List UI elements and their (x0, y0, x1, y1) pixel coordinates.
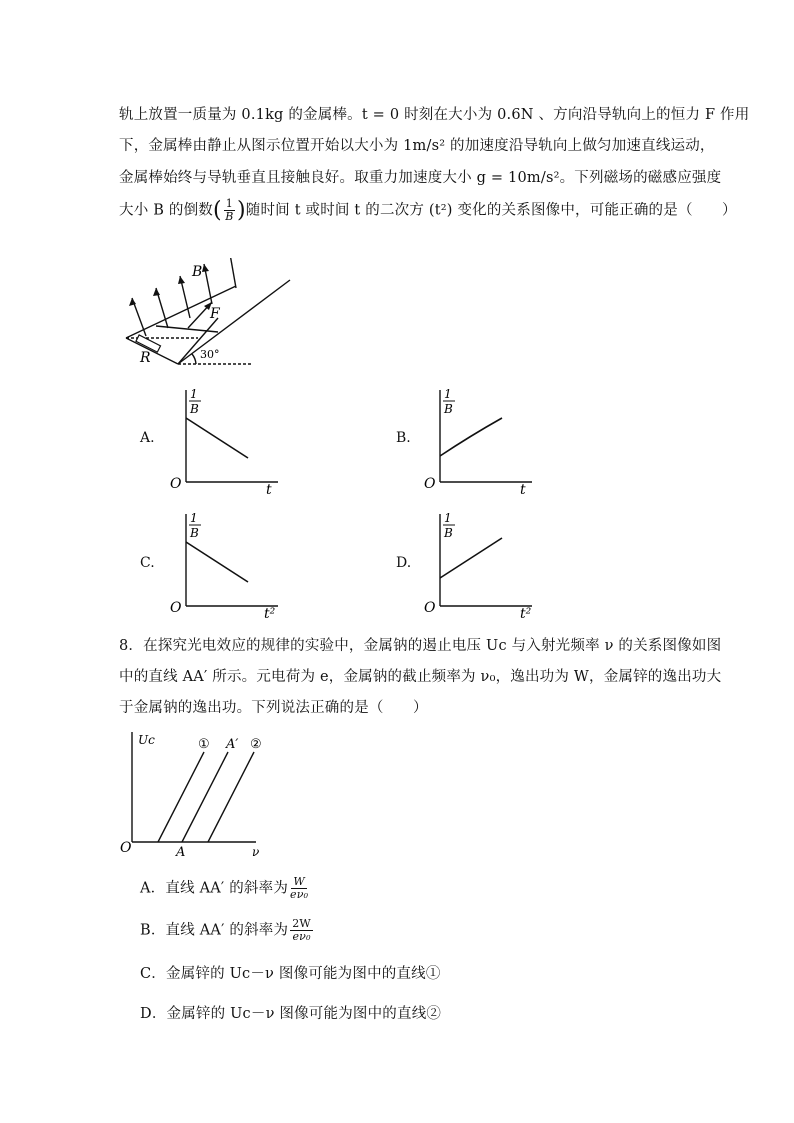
xlabel: t² (520, 606, 532, 618)
q8-option-C-text: C．金属锌的 Uc－ν 图像可能为图中的直线 (140, 966, 426, 982)
xlabel: t² (264, 606, 276, 618)
q8-option-A-fraction (290, 876, 308, 901)
q8-line-3: 于金属钠的逸出功。下列说法正确的是（ ） (119, 700, 428, 716)
q7-line-1: 轨上放置一质量为 0.1kg 的金属棒。t = 0 时刻在大小为 0.6N 、方向沿导轨向上的恒力 F 作用 (119, 107, 750, 123)
q8-line-1: 8．在探究光电效应的规律的实验中，金属钠的遏止电压 Uc 与入射光频率 ν 的关系图像如图 (119, 638, 722, 654)
q8-option-B[interactable] (140, 918, 315, 943)
q7-option-C-letter[interactable]: C. (140, 555, 155, 571)
origin-label: O (120, 840, 132, 856)
fraction-numerator: 2W (292, 917, 311, 930)
ylabel-num: 1 (190, 387, 198, 401)
q8-option-B-fraction (290, 918, 313, 943)
label-F: F (210, 306, 220, 322)
q8-option-C[interactable] (140, 962, 441, 983)
xlabel: t (520, 482, 526, 494)
q7-option-D-letter[interactable]: D. (396, 555, 412, 571)
line-AA-label: A′ (226, 737, 239, 752)
line-2-label: ② (250, 737, 262, 752)
ylabel-den: B (190, 526, 199, 540)
q7-option-B-graph[interactable] (422, 384, 542, 494)
fraction-numerator: W (293, 875, 305, 888)
q7-option-A-letter[interactable]: A. (140, 430, 155, 446)
q7-line-3: 金属棒始终与导轨垂直且接触良好。取重力加速度大小 g = 10m/s²。下列磁场的磁感应强度 (119, 170, 722, 186)
q7-line-4-pre: 大小 B 的倒数 (119, 202, 213, 219)
q8-option-D-mark: ② (426, 1006, 442, 1022)
fraction-numerator: 1 (225, 197, 233, 210)
label-B: B (192, 264, 203, 280)
ylabel-den: B (444, 402, 453, 416)
ylabel-num: 1 (190, 511, 198, 525)
origin-label: O (170, 476, 182, 492)
label-angle: 30° (200, 348, 220, 361)
xlabel: t (266, 482, 272, 494)
ylabel-num: 1 (444, 387, 452, 401)
ylabel-num: 1 (444, 511, 452, 525)
origin-label: O (424, 600, 436, 616)
ylabel-den: B (444, 526, 453, 540)
q8-uc-nu-graph (118, 728, 268, 858)
q7-option-B-letter[interactable]: B. (396, 430, 411, 446)
q7-reciprocal-fraction (224, 198, 235, 223)
line-1-label: ① (198, 737, 210, 752)
origin-label: O (170, 600, 182, 616)
q7-option-A-graph[interactable] (168, 384, 288, 494)
q8-line-2: 中的直线 AA′ 所示。元电荷为 e，金属钠的截止频率为 ν₀，逸出功为 W，金属锌的逸出功大 (119, 669, 722, 685)
q8-option-D-text: D．金属锌的 Uc－ν 图像可能为图中的直线 (140, 1006, 427, 1022)
q7-option-D-graph[interactable] (422, 508, 542, 618)
q7-option-C-graph[interactable] (168, 508, 288, 618)
fraction-denominator: B (225, 210, 234, 223)
q8-option-A-text: A．直线 AA′ 的斜率为 (140, 880, 289, 897)
q8-option-C-mark: ① (425, 966, 441, 982)
ylabel-Uc: Uc (138, 733, 155, 747)
point-A-label: A (176, 845, 186, 858)
q8-option-D[interactable] (140, 1002, 441, 1023)
fraction-denominator: eν₀ (292, 930, 311, 943)
q7-incline-figure (118, 258, 298, 368)
q8-option-B-text: B．直线 AA′ 的斜率为 (140, 922, 289, 939)
q7-line-4: 大小 B 的倒数( $\frac{1}{B}$ )随时间 t 或时间 t 的二次方 (t²) 变化的关系图像中，可能正确的是（ ） (119, 197, 737, 223)
label-R: R (140, 350, 151, 366)
ylabel-den: B (190, 402, 199, 416)
q7-line-4-post: 随时间 t 或时间 t 的二次方 (t²) 变化的关系图像中，可能正确的是（ ） (245, 202, 737, 219)
origin-label: O (424, 476, 436, 492)
q7-line-2: 下，金属棒由静止从图示位置开始以大小为 1m/s² 的加速度沿导轨向上做匀加速直线运动， (119, 138, 715, 154)
xlabel-nu: ν (252, 845, 260, 858)
q8-option-A[interactable] (140, 876, 310, 901)
fraction-denominator: eν₀ (290, 888, 309, 901)
